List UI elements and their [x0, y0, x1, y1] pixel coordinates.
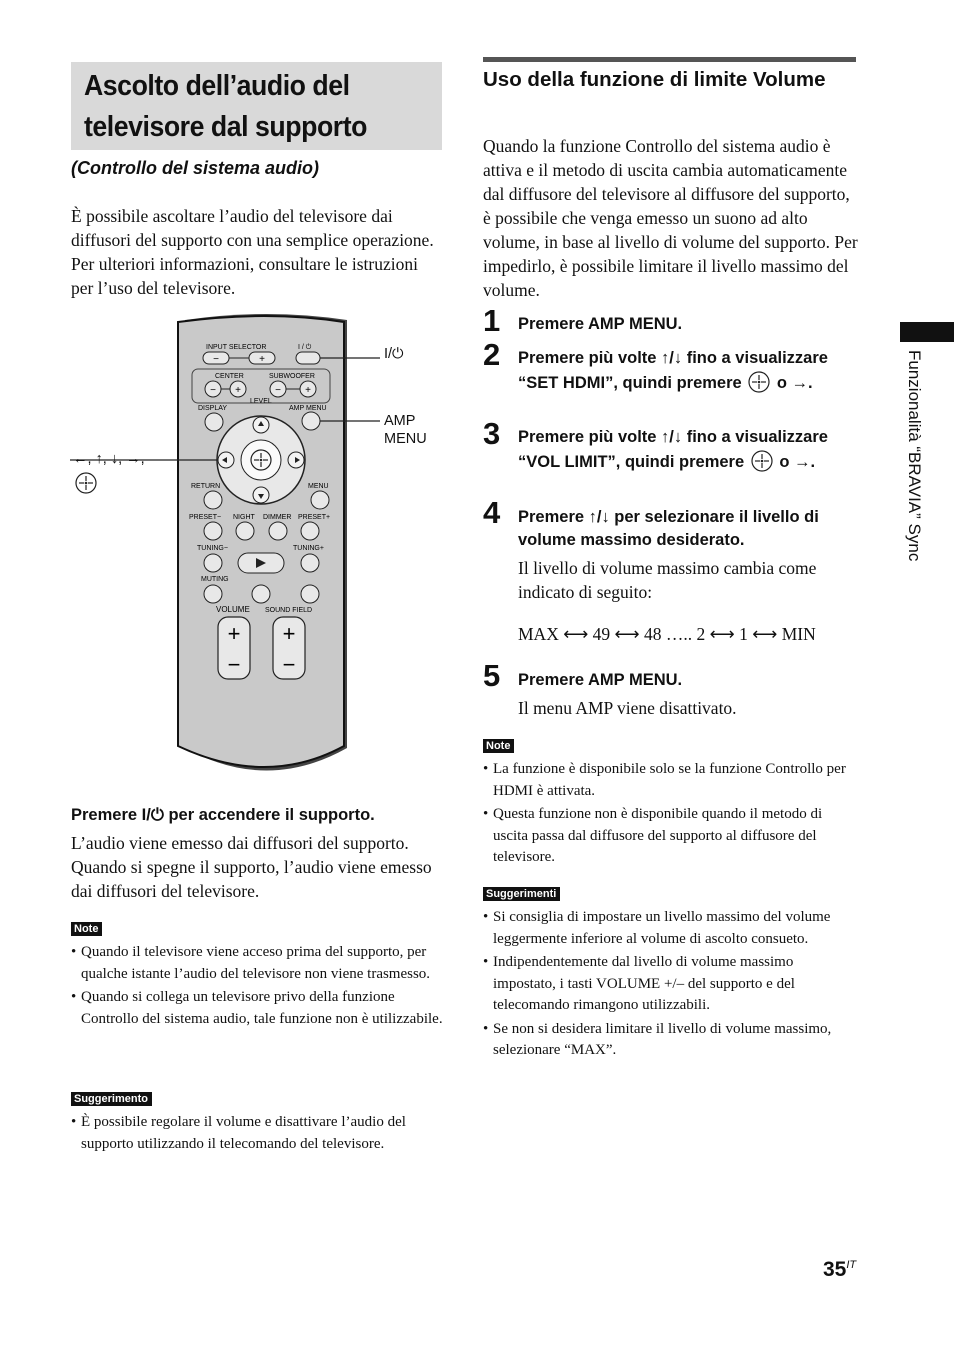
- label-night: NIGHT: [233, 514, 255, 521]
- label-level: LEVEL: [250, 398, 272, 405]
- list-item: • Si consiglia di impostare un livello massimo del volume leggermente inferiore al volume di ascolto consueto.: [483, 907, 855, 950]
- tuning-minus-button[interactable]: [204, 554, 222, 572]
- step-2: Premere più volte ↑/↓ fino a visualizzare “SET HDMI”, quindi premere o →.: [518, 349, 828, 392]
- label-menu: MENU: [308, 483, 329, 490]
- side-tab: Funzionalità “BRAVIA” Sync: [905, 350, 924, 562]
- label-volume: VOLUME: [216, 605, 250, 614]
- enter-icon: [73, 470, 99, 496]
- callout-arrows: ←, ↑, ↓, →,: [73, 451, 145, 467]
- label-muting: MUTING: [201, 576, 229, 583]
- left-tips: [71, 1112, 443, 1157]
- callout-power: I/⏻: [384, 346, 404, 362]
- label-tuning-plus: TUNING+: [293, 545, 324, 552]
- return-button[interactable]: [204, 491, 222, 509]
- list-item: • La funzione è disponibile solo se la funzione Controllo per HDMI è attivata.: [483, 759, 855, 802]
- right-tips: [483, 907, 855, 1064]
- svg-text:−: −: [210, 385, 216, 396]
- svg-text:−: −: [213, 354, 219, 365]
- step-number: 2: [483, 337, 501, 372]
- label-preset-minus: PRESET−: [189, 514, 222, 521]
- label-input-selector: INPUT SELECTOR: [206, 344, 267, 351]
- label-tuning-minus: TUNING−: [197, 545, 228, 552]
- label-amp-menu: AMP MENU: [289, 405, 327, 412]
- step-number: 5: [483, 658, 501, 693]
- tuning-plus-button[interactable]: [301, 554, 319, 572]
- tip-label: Suggerimento: [71, 1092, 152, 1106]
- enter-icon: [746, 370, 772, 394]
- dimmer-button[interactable]: [269, 522, 287, 540]
- left-notes: [71, 942, 443, 1032]
- svg-text:−: −: [275, 385, 281, 396]
- step-4: Premere ↑/↓ per selezionare il livello di volume massimo desiderato.: [518, 508, 819, 549]
- label-power-small: I / ⏻: [298, 344, 312, 351]
- step-1: Premere AMP MENU.: [518, 315, 683, 333]
- list-item: • Quando il televisore viene acceso prima del supporto, per qualche istante l’audio del televisore non viene trasmesso.: [71, 942, 443, 985]
- result-paragraph: L’audio viene emesso dai diffusori del supporto. Quando si spegne il supporto, l’audio viene emesso dai diffusori del televisore.: [71, 833, 432, 901]
- step-number: 4: [483, 495, 501, 530]
- section-rule: [483, 57, 856, 62]
- stop-button[interactable]: [301, 585, 319, 603]
- list-item: • È possibile regolare il volume e disattivare l’audio del supporto utilizzando il telecomando del televisore.: [71, 1112, 443, 1155]
- svg-text:+: +: [259, 354, 265, 365]
- section-intro: Quando la funzione Controllo del sistema audio è attiva e il metodo di uscita cambia automaticamente dal diffusore del televisore al diffusore del supporto, è possibile che venga emesso un suono ad alto volume, in base al livello di volume del supporto. Per impedirlo, è possibile limitare il livello massimo del volume.: [483, 136, 858, 300]
- label-dimmer: DIMMER: [263, 514, 292, 521]
- enter-icon: [749, 449, 775, 473]
- side-tab-marker: [900, 322, 954, 342]
- step-number: 3: [483, 416, 501, 451]
- remote-illustration: [60, 308, 440, 793]
- callout-amp-menu: AMP MENU: [384, 413, 427, 447]
- label-display: DISPLAY: [198, 405, 228, 412]
- label-return: RETURN: [191, 483, 221, 490]
- preset-plus-button[interactable]: [301, 522, 319, 540]
- instruction-power: Premere I/⏻ per accendere il supporto.: [71, 806, 375, 824]
- night-button[interactable]: [236, 522, 254, 540]
- muting-button[interactable]: [204, 585, 222, 603]
- note-label: Note: [71, 922, 102, 936]
- list-item: • Se non si desidera limitare il livello di volume massimo, selezionare “MAX”.: [483, 1019, 855, 1062]
- label-subwoofer: SUBWOOFER: [269, 373, 315, 380]
- svg-text:+: +: [227, 621, 241, 646]
- step-4-description: Il livello di volume massimo cambia come indicato di seguito:: [518, 558, 817, 602]
- step-5-description: Il menu AMP viene disattivato.: [518, 698, 737, 718]
- list-item: • Indipendentemente dal livello di volume massimo impostato, i tasti VOLUME +/– del supporto e del telecomando rimangono utilizzabili.: [483, 952, 855, 1017]
- pause-button[interactable]: [252, 585, 270, 603]
- amp-menu-button[interactable]: [302, 412, 320, 430]
- display-button[interactable]: [205, 413, 223, 431]
- tip-label: Suggerimenti: [483, 887, 560, 901]
- page-subtitle: (Controllo del sistema audio): [71, 158, 320, 178]
- power-button[interactable]: [296, 352, 320, 364]
- svg-text:+: +: [305, 385, 311, 396]
- svg-text:−: −: [227, 652, 241, 677]
- page-number: $35^{IT}$: [823, 1258, 857, 1281]
- svg-text:−: −: [282, 652, 296, 677]
- page-title: Ascolto dell’audio del televisore dal supporto: [84, 70, 367, 143]
- menu-button[interactable]: [311, 491, 329, 509]
- list-item: • Quando si collega un televisore privo della funzione Controllo del sistema audio, tale funzione non è utilizzabile.: [71, 987, 443, 1030]
- power-icon: ⏻: [150, 806, 164, 824]
- preset-minus-button[interactable]: [204, 522, 222, 540]
- list-item: • Questa funzione non è disponibile quando il metodo di uscita passa dal diffusore del supporto al diffusore del televisore.: [483, 804, 855, 869]
- section-title: Uso della funzione di limite Volume: [483, 68, 826, 91]
- step-number: 1: [483, 303, 501, 338]
- svg-text:+: +: [235, 385, 241, 396]
- step-5: Premere AMP MENU.: [518, 671, 683, 689]
- label-center: CENTER: [215, 373, 244, 380]
- svg-text:+: +: [282, 621, 296, 646]
- label-sound-field: SOUND FIELD: [265, 607, 313, 614]
- note-label: Note: [483, 739, 514, 753]
- step-3: Premere più volte ↑/↓ fino a visualizzare “VOL LIMIT”, quindi premere o →.: [518, 428, 828, 471]
- right-notes: [483, 759, 855, 871]
- label-preset-plus: PRESET+: [298, 514, 331, 521]
- intro-paragraph: È possibile ascoltare l’audio del televisore dai diffusori del supporto con una semplice operazione. Per ulteriori informazioni, consultare le istruzioni per l’uso del televisore.: [71, 206, 434, 298]
- volume-sequence: MAX ⟷ 49 ⟷ 48 ….. 2 ⟷ 1 ⟷ MIN: [518, 624, 816, 644]
